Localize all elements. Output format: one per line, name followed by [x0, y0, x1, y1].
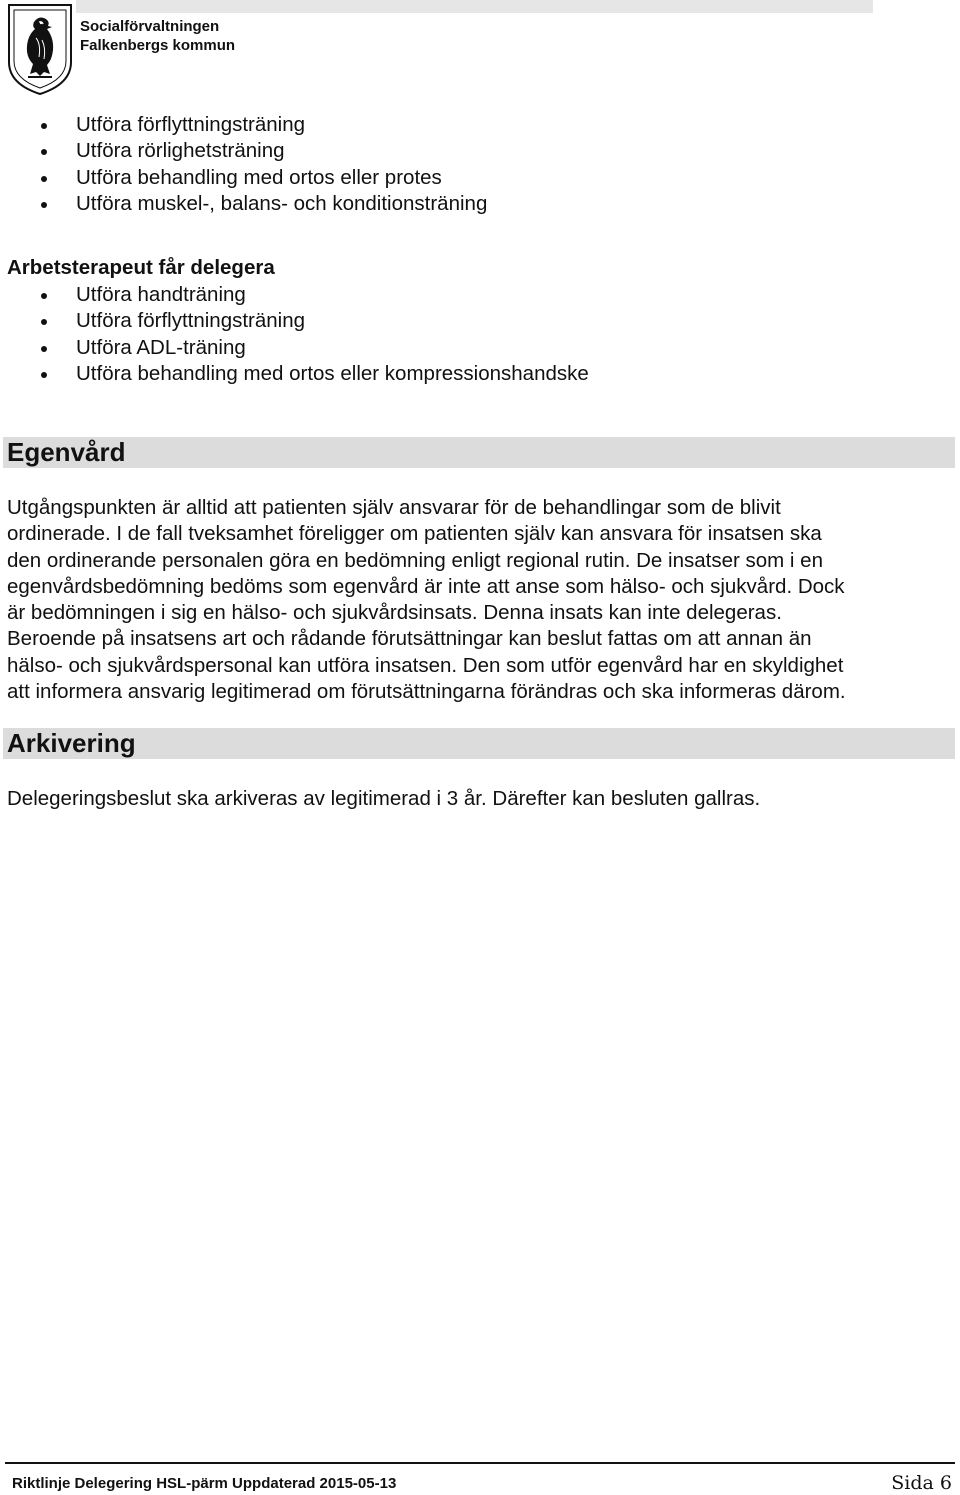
header-bar	[76, 0, 873, 13]
bullet-icon	[41, 149, 47, 155]
arbetsterapeut-heading: Arbetsterapeut får delegera	[7, 256, 275, 279]
bullet-list-top	[0, 112, 487, 217]
list-item: Utföra förflyttningsträning	[0, 112, 487, 138]
paragraph-line: ordinerade. I de fall tveksamhet föreligger om patienten själv kan ansvara för insatsen ska	[7, 522, 822, 546]
paragraph-line: att informera ansvarig legitimerad om förutsättningarna förändras och ska informeras därom.	[7, 680, 846, 704]
list-item: Utföra behandling med ortos eller protes	[0, 165, 487, 191]
bullet-icon	[41, 293, 47, 299]
list-item: Utföra behandling med ortos eller kompressionshandske	[0, 361, 589, 387]
paragraph-line: Beroende på insatsens art och rådande förutsättningar kan beslut fattas om att annan än	[7, 627, 812, 651]
paragraph-line: är bedömningen i sig en hälso- och sjukvårdsinsats. Denna insats kan inte delegeras.	[7, 601, 782, 625]
bullet-icon	[41, 176, 47, 182]
list-item: Utföra rörlighetsträning	[0, 138, 487, 164]
bullet-icon	[41, 372, 47, 378]
egenvard-heading: Egenvård	[7, 437, 126, 467]
paragraph-line: egenvårdsbedömning bedöms som egenvård är inte att anse som hälso- och sjukvård. Dock	[7, 574, 845, 598]
footer-divider	[5, 1462, 955, 1464]
paragraph-line: den ordinerande personalen göra en bedömning enligt regional rutin. De insatser som i en	[7, 548, 823, 572]
egenvard-heading-band	[3, 437, 955, 468]
arkivering-paragraph	[7, 786, 952, 812]
list-item: Utföra ADL-träning	[0, 335, 589, 361]
bullet-list-arbetsterapeut	[0, 282, 589, 387]
footer-document-title: Riktlinje Delegering HSL-pärm Uppdaterad 2015-05-13	[12, 1475, 397, 1492]
org-line-2: Falkenbergs kommun	[80, 37, 236, 54]
list-item: Utföra handträning	[0, 282, 589, 308]
bullet-icon	[41, 346, 47, 352]
org-line-1: Socialförvaltningen	[80, 18, 220, 35]
paragraph-line: Utgångspunkten är alltid att patienten själv ansvarar för de behandlingar som de blivit	[7, 496, 781, 519]
bullet-icon	[41, 202, 47, 208]
falcon-crest-logo	[6, 2, 74, 96]
paragraph-line: Delegeringsbeslut ska arkiveras av legitimerad i 3 år. Därefter kan besluten gallras.	[7, 787, 761, 810]
egenvard-paragraph	[7, 495, 952, 705]
bullet-icon	[41, 123, 47, 129]
list-item: Utföra muskel-, balans- och konditionsträning	[0, 191, 487, 217]
page-number: Sida 6	[891, 1472, 952, 1494]
bullet-icon	[41, 319, 47, 325]
list-item: Utföra förflyttningsträning	[0, 308, 589, 334]
paragraph-line: hälso- och sjukvårdspersonal kan utföra insatsen. Den som utför egenvård har en skyldighet	[7, 653, 844, 677]
arkivering-heading: Arkivering	[7, 728, 136, 758]
organization-name	[80, 17, 235, 55]
arkivering-heading-band	[3, 728, 955, 759]
